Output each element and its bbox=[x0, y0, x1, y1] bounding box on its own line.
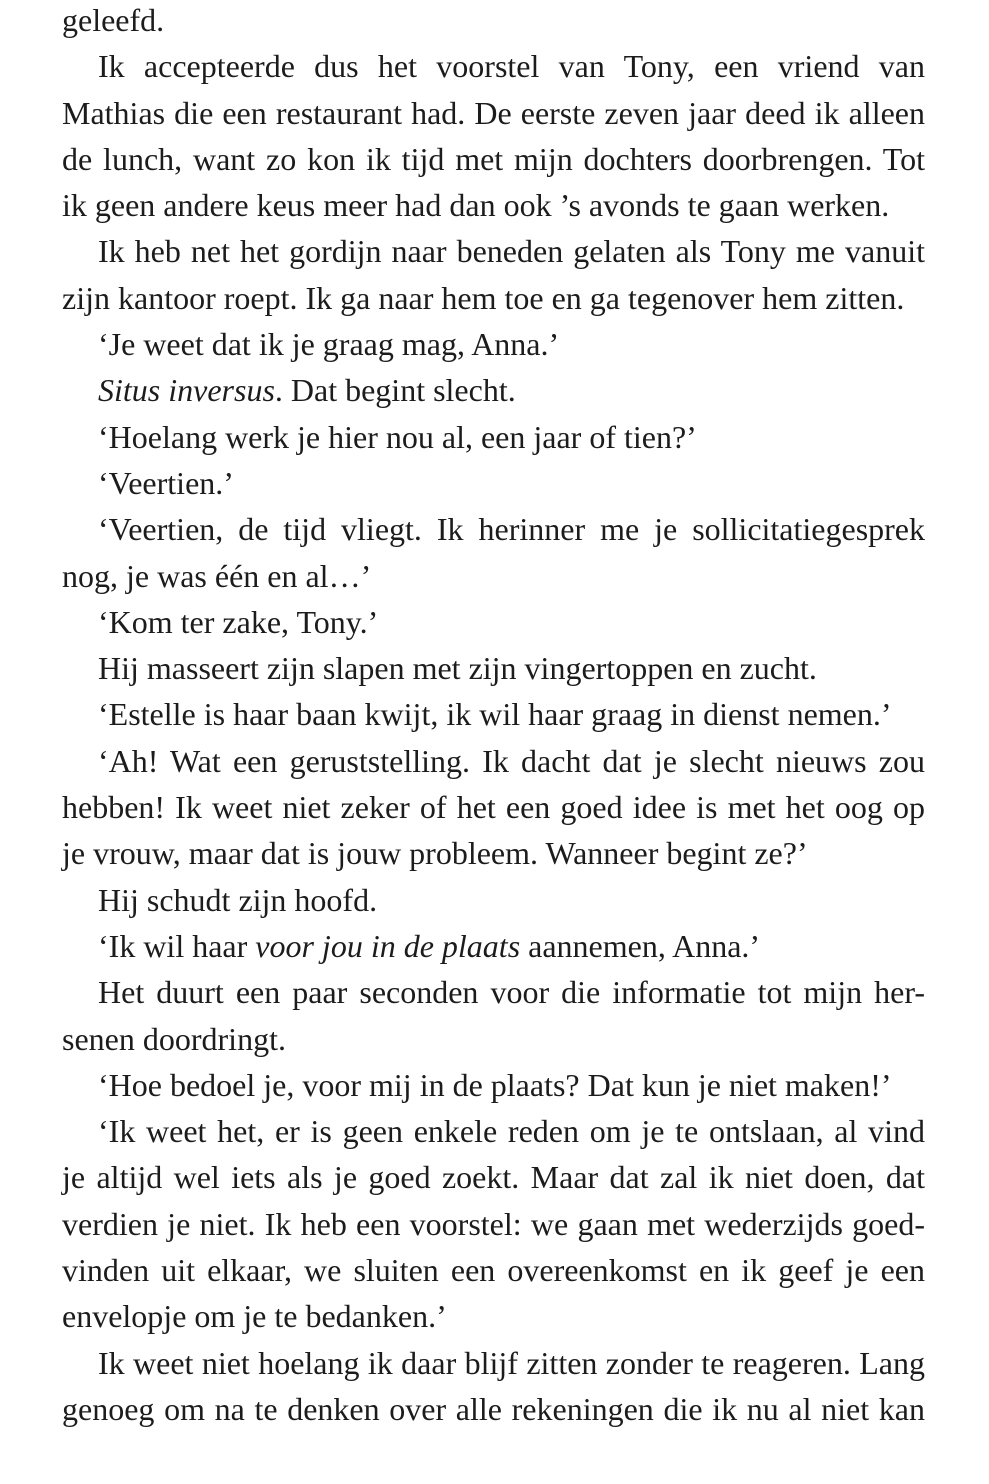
text-line: verdien je niet. Ik heb een voorstel: we gaan met wederzijds goed- bbox=[62, 1205, 925, 1242]
text-line: ‘Ik weet het, er is geen enkele reden om je te ontslaan, al vind bbox=[98, 1113, 925, 1150]
paragraph bbox=[62, 599, 925, 645]
paragraph bbox=[62, 691, 925, 737]
text-line: vinden uit elkaar, we sluiten een overeenkomst en ik geef je een bbox=[62, 1252, 925, 1289]
paragraph bbox=[62, 506, 925, 599]
body-text bbox=[62, 0, 925, 1432]
paragraph bbox=[62, 367, 925, 413]
paragraph bbox=[62, 43, 925, 228]
text-line: ‘Je weet dat ik je graag mag, Anna.’ bbox=[98, 326, 560, 363]
text-line: ‘Estelle is haar baan kwijt, ik wil haar graag in dienst nemen.’ bbox=[98, 696, 892, 733]
italic-phrase: voor jou in de plaats bbox=[255, 927, 521, 964]
text-line: Situs inversus. Dat begint slecht. bbox=[98, 372, 516, 409]
paragraph bbox=[62, 414, 925, 460]
paragraph bbox=[62, 460, 925, 506]
text-line: ‘Veertien.’ bbox=[98, 464, 234, 501]
paragraph bbox=[62, 923, 925, 969]
paragraph bbox=[62, 1108, 925, 1339]
text-line: Het duurt een paar seconden voor die informatie tot mijn her- bbox=[98, 974, 925, 1011]
text-line: ‘Hoe bedoel je, voor mij in de plaats? Dat kun je niet maken!’ bbox=[98, 1066, 892, 1103]
paragraph bbox=[62, 645, 925, 691]
text-line: Ik accepteerde dus het voorstel van Tony, een vriend van bbox=[98, 48, 925, 85]
text-line: zijn kantoor roept. Ik ga naar hem toe en ga tegenover hem zitten. bbox=[62, 279, 905, 316]
paragraph bbox=[62, 738, 925, 877]
text-line: Ik heb net het gordijn naar beneden gelaten als Tony me vanuit bbox=[98, 233, 925, 270]
text-line: senen doordringt. bbox=[62, 1020, 286, 1057]
text-line: envelopje om je te bedanken.’ bbox=[62, 1298, 447, 1335]
text-line: ‘Ik wil haar voor jou in de plaats aannemen, Anna.’ bbox=[98, 927, 761, 964]
paragraph bbox=[62, 1062, 925, 1108]
text-line: Hij masseert zijn slapen met zijn vingertoppen en zucht. bbox=[98, 650, 817, 687]
paragraph bbox=[62, 1340, 925, 1433]
text-line: ‘Veertien, de tijd vliegt. Ik herinner me je sollicitatiegesprek bbox=[98, 511, 925, 548]
paragraph bbox=[62, 321, 925, 367]
text-line: hebben! Ik weet niet zeker of het een goed idee is met het oog op bbox=[62, 789, 925, 826]
paragraph bbox=[62, 228, 925, 321]
italic-phrase: Situs inversus bbox=[98, 372, 275, 409]
text-line: nog, je was één en al…’ bbox=[62, 557, 372, 594]
text-line: Mathias die een restaurant had. De eerste zeven jaar deed ik alleen bbox=[62, 94, 925, 131]
text-line: Hij schudt zijn hoofd. bbox=[98, 881, 378, 918]
paragraph bbox=[62, 969, 925, 1062]
paragraph bbox=[62, 877, 925, 923]
paragraph bbox=[62, 0, 925, 43]
text-line: de lunch, want zo kon ik tijd met mijn dochters doorbrengen. Tot bbox=[62, 140, 925, 177]
text-line: ‘Ah! Wat een geruststelling. Ik dacht dat je slecht nieuws zou bbox=[98, 742, 925, 779]
text-line: genoeg om na te denken over alle rekeningen die ik nu al niet kan bbox=[62, 1390, 925, 1427]
text-line: je vrouw, maar dat is jouw probleem. Wanneer begint ze?’ bbox=[62, 835, 808, 872]
text-line: ‘Hoelang werk je hier nou al, een jaar of tien?’ bbox=[98, 418, 697, 455]
text-line: ‘Kom ter zake, Tony.’ bbox=[98, 603, 379, 640]
text-line: Ik weet niet hoelang ik daar blijf zitten zonder te reageren. Lang bbox=[98, 1344, 925, 1381]
text-line: ik geen andere keus meer had dan ook ’s avonds te gaan werken. bbox=[62, 187, 890, 224]
text-line: geleefd. bbox=[62, 2, 165, 38]
text-line: je altijd wel iets als je goed zoekt. Maar dat zal ik niet doen, dat bbox=[62, 1159, 925, 1196]
